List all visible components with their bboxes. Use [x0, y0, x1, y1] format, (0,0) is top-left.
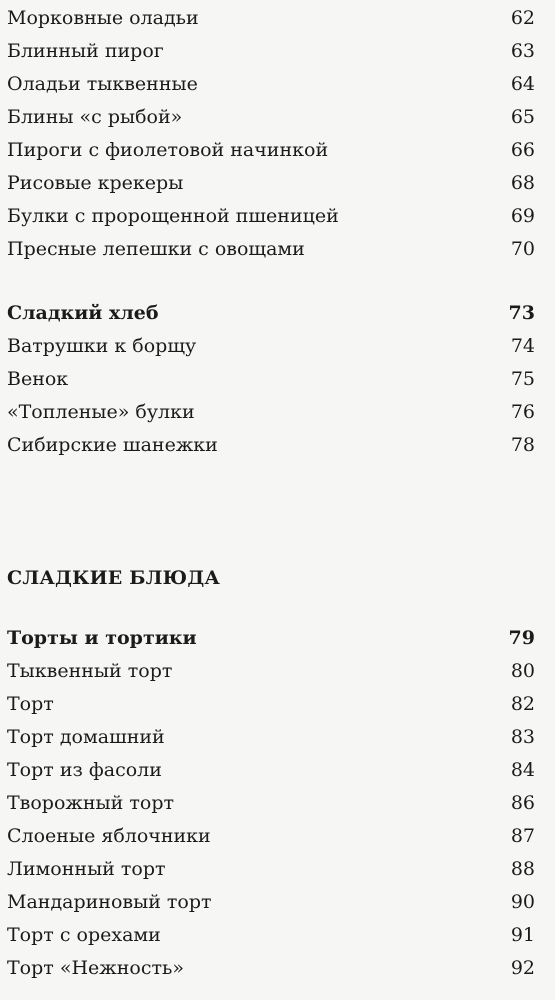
toc-entry [7, 68, 535, 101]
toc-entry-title: Слоеные яблочники [7, 825, 211, 847]
toc-entry [7, 233, 535, 266]
toc-entry [7, 853, 535, 886]
toc-entry [7, 363, 535, 396]
toc-entry [7, 952, 535, 985]
toc-entry-title: Пресные лепешки с овощами [7, 238, 305, 260]
section-heading: СЛАДКИЕ БЛЮДА [7, 567, 221, 589]
toc-entry [7, 919, 535, 952]
toc-entry-page: 68 [510, 172, 535, 194]
toc-entry-page: 92 [510, 957, 535, 979]
toc-entry [7, 101, 535, 134]
toc-entry-page: 91 [510, 924, 535, 946]
toc-entry [7, 134, 535, 167]
toc-entry-page: 76 [510, 401, 535, 423]
toc-entry-title: Блины «с рыбой» [7, 106, 183, 128]
toc-entry-page: 87 [510, 825, 535, 847]
toc-entry [7, 330, 535, 363]
toc-entry-title: Торт с орехами [7, 924, 161, 946]
toc-group-cakes [7, 622, 535, 985]
toc-entry-title: Рисовые крекеры [7, 172, 184, 194]
toc-entry-title: Сладкий хлеб [7, 302, 159, 324]
toc-entry-page: 74 [510, 335, 535, 357]
toc-entry-title: Лимонный торт [7, 858, 166, 880]
toc-entry-page: 90 [510, 891, 535, 913]
toc-entry-title: Торт домашний [7, 726, 165, 748]
toc-entry-title: Булки с пророщенной пшеницей [7, 205, 339, 227]
toc-entry-page: 66 [510, 139, 535, 161]
toc-entry-title: Торт «Нежность» [7, 957, 184, 979]
toc-group-flatbreads [7, 2, 535, 266]
toc-entry [7, 35, 535, 68]
toc-entry [7, 200, 535, 233]
toc-entry-page: 64 [510, 73, 535, 95]
toc-entry-title: Блинный пирог [7, 40, 164, 62]
toc-group-sweet-bread [7, 297, 535, 462]
toc-entry-title: Оладьи тыквенные [7, 73, 198, 95]
toc-entry [7, 167, 535, 200]
toc-entry-page: 82 [510, 693, 535, 715]
toc-entry-title: «Топленые» булки [7, 401, 195, 423]
toc-subsection-heading [7, 622, 535, 655]
toc-entry-title: Тыквенный торт [7, 660, 173, 682]
toc-entry [7, 721, 535, 754]
toc-entry [7, 429, 535, 462]
toc-entry-page: 88 [510, 858, 535, 880]
toc-entry-title: Торт [7, 693, 54, 715]
toc-entry-title: Пироги с фиолетовой начинкой [7, 139, 329, 161]
toc-entry [7, 787, 535, 820]
toc-entry-title: Сибирские шанежки [7, 434, 218, 456]
toc-entry-title: Ватрушки к борщу [7, 335, 197, 357]
toc-entry-page: 79 [508, 627, 535, 649]
toc-entry [7, 886, 535, 919]
toc-subsection-heading [7, 297, 535, 330]
toc-entry-page: 69 [510, 205, 535, 227]
toc-entry-page: 75 [510, 368, 535, 390]
toc-entry-page: 84 [510, 759, 535, 781]
toc-entry-page: 62 [510, 7, 535, 29]
toc-entry-page: 70 [510, 238, 535, 260]
toc-entry-page: 73 [508, 302, 535, 324]
toc-entry-title: Мандариновый торт [7, 891, 212, 913]
toc-entry [7, 688, 535, 721]
toc-entry-title: Венок [7, 368, 69, 390]
toc-entry [7, 754, 535, 787]
toc-entry-title: Торты и тортики [7, 627, 197, 649]
toc-entry [7, 396, 535, 429]
toc-entry-page: 83 [510, 726, 535, 748]
toc-entry-page: 80 [510, 660, 535, 682]
toc-entry-title: Творожный торт [7, 792, 175, 814]
toc-entry [7, 655, 535, 688]
toc-entry-page: 78 [510, 434, 535, 456]
toc-entry [7, 820, 535, 853]
toc-entry-page: 86 [510, 792, 535, 814]
toc-entry-title: Морковные оладьи [7, 7, 199, 29]
toc-entry-page: 65 [510, 106, 535, 128]
toc-entry [7, 2, 535, 35]
toc-entry-page: 63 [510, 40, 535, 62]
toc-entry-title: Торт из фасоли [7, 759, 162, 781]
